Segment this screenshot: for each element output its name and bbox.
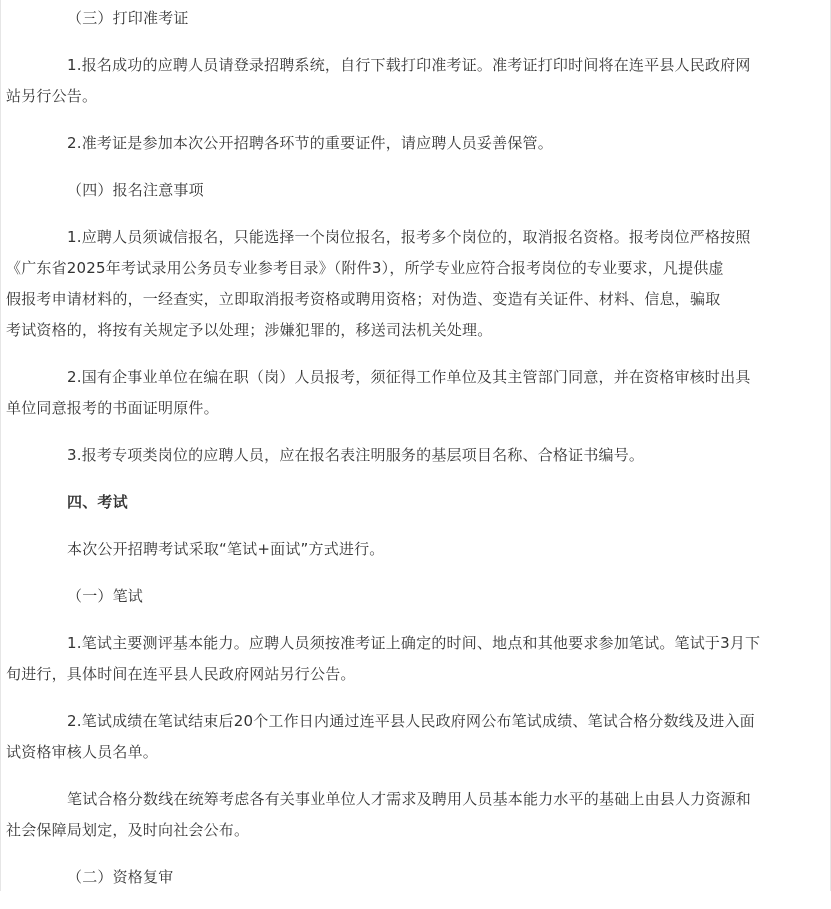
paragraph-line: 考试资格的，将按有关规定予以处理；涉嫌犯罪的，移送司法机关处理。 xyxy=(6,321,493,339)
section-heading-review xyxy=(62,862,800,893)
paragraph-print-2 xyxy=(62,128,800,159)
paragraph-line: 旬进行，具体时间在连平县人民政府网站另行公告。 xyxy=(6,665,356,683)
paragraph-line: 1.应聘人员须诚信报名，只能选择一个岗位报名，报考多个岗位的，取消报名资格。报考岗位严格按照 xyxy=(67,228,751,246)
section-heading-written xyxy=(62,581,800,612)
paragraph-print-1 xyxy=(6,50,800,112)
paragraph-line: 1.笔试主要测评基本能力。应聘人员须按准考证上确定的时间、地点和其他要求参加笔试。笔试于3月下 xyxy=(67,634,761,652)
paragraph-line: 笔试合格分数线在统筹考虑各有关事业单位人才需求及聘用人员基本能力水平的基础上由县人力资源和 xyxy=(67,790,752,808)
main-heading-exam xyxy=(62,487,800,518)
paragraph-line: 1.报名成功的应聘人员请登录招聘系统，自行下载打印准考证。准考证打印时间将在连平县人民政府网 xyxy=(67,56,751,74)
paragraph-line: 3.报考专项类岗位的应聘人员，应在报名表注明服务的基层项目名称、合格证书编号。 xyxy=(67,446,645,464)
paragraph-line: 假报考申请材料的，一经查实，立即取消报考资格或聘用资格；对伪造、变造有关证件、材料、信息，骗取 xyxy=(6,290,721,308)
section-heading-text: （一）笔试 xyxy=(67,587,144,605)
paragraph-written-1 xyxy=(6,628,800,690)
paragraph-notes-3 xyxy=(62,440,800,471)
paragraph-line: 2.笔试成绩在笔试结束后20个工作日内通过连平县人民政府网公布笔试成绩、笔试合格分数线及进入面 xyxy=(67,712,755,730)
section-heading-text: （二）资格复审 xyxy=(67,868,174,886)
paragraph-notes-2 xyxy=(6,362,800,424)
section-heading-notes xyxy=(62,175,800,206)
document-content xyxy=(6,3,800,909)
paragraph-line: 2.国有企事业单位在编在职（岗）人员报考，须征得工作单位及其主管部门同意，并在资格审核时出具 xyxy=(67,368,751,386)
paragraph-line: 《广东省2025年考试录用公务员专业参考目录》（附件3），所学专业应符合报考岗位的专业要求，凡提供虚 xyxy=(6,259,724,277)
paragraph-written-3 xyxy=(6,784,800,846)
paragraph-line: 试资格审核人员名单。 xyxy=(6,743,159,761)
paragraph-written-2 xyxy=(6,706,800,768)
paragraph-exam-intro xyxy=(62,534,800,565)
section-heading-text: （三）打印准考证 xyxy=(67,9,189,27)
main-heading-text: 四、考试 xyxy=(67,493,128,511)
section-heading-text: （四）报名注意事项 xyxy=(67,181,204,199)
section-heading-print-admission xyxy=(62,3,800,34)
paragraph-line: 单位同意报考的书面证明原件。 xyxy=(6,399,219,417)
paragraph-line: 本次公开招聘考试采取“笔试+面试”方式进行。 xyxy=(67,540,385,558)
paragraph-line: 2.准考证是参加本次公开招聘各环节的重要证件，请应聘人员妥善保管。 xyxy=(67,134,553,152)
paragraph-notes-1 xyxy=(6,222,800,346)
paragraph-line: 站另行公告。 xyxy=(6,87,98,105)
paragraph-line: 社会保障局划定，及时向社会公布。 xyxy=(6,821,250,839)
